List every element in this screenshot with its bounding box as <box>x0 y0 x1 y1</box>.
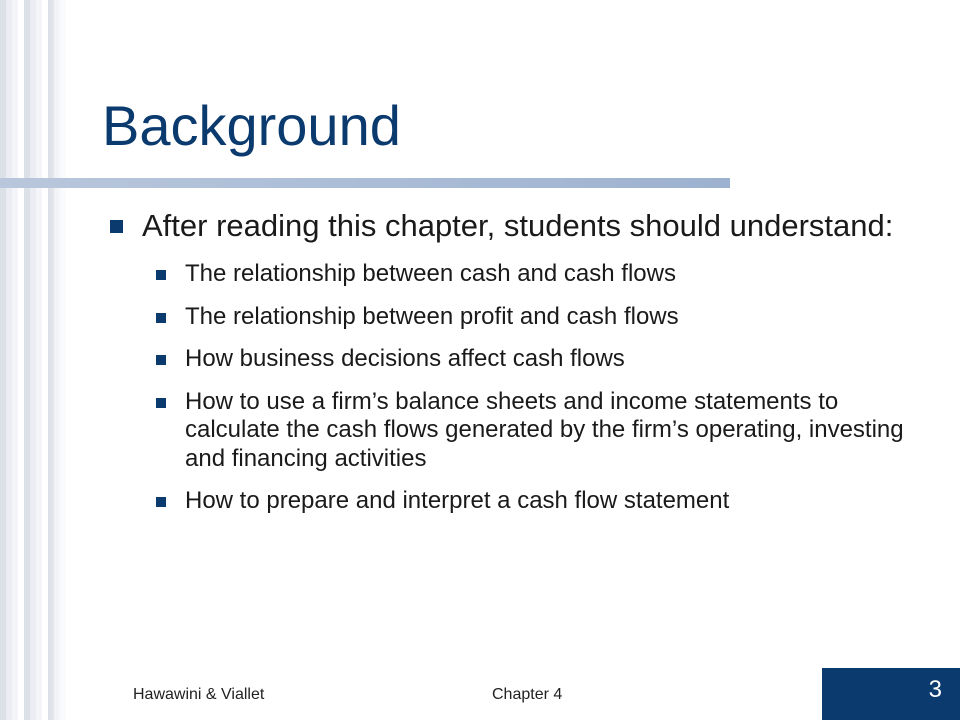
slide-footer <box>0 660 960 720</box>
list-item-text: How business decisions affect cash flows <box>185 345 625 372</box>
square-bullet-icon <box>156 270 166 280</box>
list-item-text: How to use a firm’s balance sheets and income statements to calculate the cash flows generated by the firm’s operating, investing and financing activities <box>185 387 904 472</box>
footer-chapter: Chapter 4 <box>492 686 563 703</box>
intro-bullet <box>110 206 930 246</box>
page-number: 3 <box>928 676 942 703</box>
list-item <box>156 487 930 516</box>
square-bullet-icon <box>156 355 166 365</box>
square-bullet-icon <box>156 497 166 507</box>
list-item-text: How to prepare and interpret a cash flow statement <box>185 487 730 514</box>
list-item <box>156 388 930 474</box>
left-band-fade <box>48 0 72 720</box>
slide-content <box>110 206 930 530</box>
list-item <box>156 260 930 289</box>
list-item-text: The relationship between profit and cash flows <box>185 302 679 330</box>
intro-text: After reading this chapter, students should understand: <box>142 208 894 243</box>
square-bullet-icon <box>110 220 123 233</box>
decorative-left-band <box>0 0 72 720</box>
list-item <box>156 345 930 374</box>
list-item-text: The relationship between cash and cash flows <box>185 260 676 287</box>
square-bullet-icon <box>156 398 166 408</box>
square-bullet-icon <box>156 313 166 323</box>
title-underline <box>0 178 730 188</box>
page-number-box <box>822 668 960 720</box>
learning-points-list <box>110 260 930 516</box>
slide-title: Background <box>102 94 401 157</box>
footer-authors: Hawawini & Viallet <box>133 686 265 703</box>
list-item <box>156 303 930 332</box>
